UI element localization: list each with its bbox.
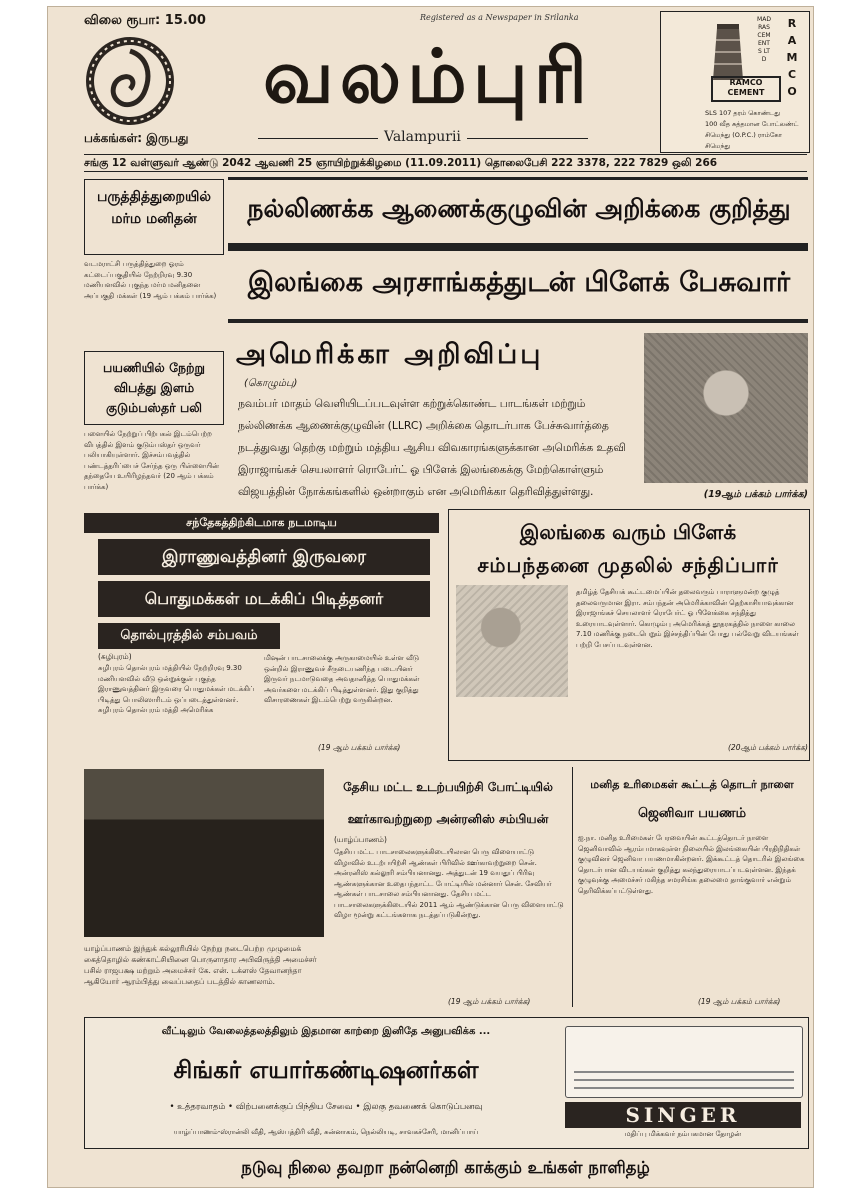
exhibition-caption: யாழ்ப்பாணம் இந்துக் கல்லூரியில் நேற்று நடைபெற்ற முழுமைக் கைத்தொழில் கண்காட்சியினை பொருளாதார அபிவிருத்தி அமைச்சர் பசில் ராஜபக்ஷ மற்றும் அமைச்சர் கே. என். டக்ளஸ் தேவானந்தா ஆகியோர் ஆரம்பித்து வைப்பதைப் படத்தில் காணலாம். (84, 944, 317, 986)
column-divider (572, 767, 573, 1007)
army-subhead: தொல்புரத்தில் சம்பவம் (98, 623, 280, 649)
lead-headline-1: நல்லிணக்க ஆணைக்குழுவின் அறிக்கை குறித்து (247, 194, 791, 223)
lead-photo (644, 333, 808, 483)
singer-tagline: வீட்டிலும் வேலைத்தலத்திலும் இதமான காற்றை இனிதே அனுபவிக்க ... (161, 1026, 491, 1037)
newspaper-page (47, 6, 814, 1188)
army-body-1: சுழிபுரம் தொல்புரம் மத்தியில் நேற்றிரவு 9.30 மணியளவில் வீடு ஒன்றுக்குள் புகுந்த இராணுவத்தினர் இருவரை பொதுமக்கள் மடக்கிப் பிடித்து பொலிஸாரிடம் ஒப்படைத்துள்ளனர். சுழிபுரம் தொல்புரம் மத்தி அமெரிக்க (98, 664, 255, 714)
registration-note: Registered as a Newspaper in Srilanka (420, 13, 579, 22)
lead-dateline: (கொழும்பு) (244, 378, 298, 389)
temple-tower-icon (703, 20, 753, 82)
sports-continued: (19 ஆம் பக்கம் பார்க்க) (448, 997, 531, 1006)
story-accident-title-box (84, 351, 224, 425)
ad-product: RAMCO CEMENT (711, 76, 781, 102)
sports-dateline: (யாழ்ப்பாணம்) (334, 835, 387, 844)
ad-line-1: SLS 107 தரம் கொண்டது (705, 109, 780, 117)
rights-headline-1: மனித உரிமைகள் கூட்டத் தொடர் நாளை (590, 778, 794, 791)
singer-brand-tag: மதிப்பு மிக்கவர் நம்பகமான தோழன் (624, 1130, 742, 1138)
sports-body: தேசிய மட்ட பாடசாலைகளுக்கிடையிலான பெரு விளையாட்டு விழாவில் உடற்பயிற்சி ஆண்கள் பிரிவில் ஊர்காவற்றுறை சென். அன்ரனிஸ் கல்லூரி சம்பியனானது. அத்துடன் 19 வயதுப் பிரிவு ஆண்களுக்கான உதைபந்தாட்ட போட்டியில் மன்னார் சென். சேவியர் ஆண்கள் பாடசாலை சம்பியனானது. தேசிய மட்ட பாடசாலைகளுக்கிடையில் 2011 ஆம் ஆண்டுக்கான பெரு விளையாட்டு விழா மூன்று கட்டங்களாக நடத்தப்படுகின்றது. (334, 848, 564, 919)
footer-slogan: நடுவு நிலை தவறா நன்னெறி காக்கும் உங்கள் நாளிதழ் (241, 1158, 650, 1177)
ad-line-2: 100 வீத சுத்தமான போட்லண்ட் (705, 120, 799, 128)
robert-blake-photo (644, 333, 808, 483)
air-conditioner-icon (565, 1026, 803, 1098)
singer-ad (84, 1017, 809, 1149)
blake-continued: (20ஆம் பக்கம் பார்க்க) (728, 743, 808, 752)
rights-headline-2: ஜெனிவா பயணம் (637, 806, 747, 821)
ramco-vertical-brand (782, 15, 802, 100)
blake-headline-1: இலங்கை வரும் பிளேக் (519, 520, 737, 544)
story-mystery-man-body: வடமராட்சி பருத்தித்துறை ஓரம் கட்டைப்பகுதியில் நேற்றிரவு 9.30 மணியளவில் புகுந்த மர்ம மனிதனை அப்பகுதி மக்கள் (19 ஆம் பக்கம் பார்க்க) (84, 260, 217, 300)
lead-continued: (19ஆம் பக்கம் பார்க்க) (703, 489, 808, 500)
army-continued: (19 ஆம் பக்கம் பார்க்க) (318, 743, 401, 752)
lead-top-rule (228, 177, 808, 180)
lead-mid-rule (228, 243, 808, 251)
singer-brand: SINGER (565, 1102, 801, 1128)
ramco-letter: O (787, 85, 797, 98)
ad-line-3: சிமெந்து (O.P.C.) ராம்கோ சிமெந்து (705, 131, 783, 150)
lead-body: நவம்பர் மாதம் வெளியிடப்படவுள்ள கற்றுக்கொண்ட பாடங்கள் மற்றும் நல்லிணக்க ஆணைக்குழுவின் (LLRC) அறிக்கை தொடர்பாக பேச்சுவார்த்தை நடத்துவது தெற்கு மற்றும் மத்திய ஆசிய விவகாரங்களுக்கான அமெரிக்க உதவி இராஜாங்கச் செயலாளர் ரொபேர்ட் ஓ பிளேக் இலங்கைக்கு மேற்கொள்ளும் விஜயத்தின் நோக்கங்களில் ஒன்றாகும் என அமெரிக்கா தெரிவித்துள்ளது. (238, 397, 626, 498)
lead-headline-2: இலங்கை அரசாங்கத்துடன் பிளேக் பேசுவார் (247, 267, 791, 298)
story-mystery-man-title-box (84, 179, 224, 255)
sports-headline-2: ஊர்காவற்றுறை அன்ரனிஸ் சம்பியன் (347, 812, 549, 826)
rights-body: ஐ.நா. மனித உரிமைகள் பேரவையின் கூட்டத்தொடர் நாளை ஜெனிவாவில் ஆரம்பமாகவுள்ள நிலையில் இலங்கையின் பிரதிநிதிகள் குழுவினர் ஜெனிவா பயணமாகின்றனர். இக்கூட்டத் தொடரில் இலங்கை தொடர்பான விடயங்கள் குறித்து கலந்துரையாடப்படவுள்ளன. இந்தக் குழுவுக்கு அமைச்சர் மகிந்த சமரசிங்க தலைமை தாங்குவார் என்றும் தெரிவிக்கப்பட்டுள்ளது. (578, 834, 805, 895)
lead-bottom-rule (228, 319, 808, 323)
rights-continued: (19 ஆம் பக்கம் பார்க்க) (698, 997, 781, 1006)
exhibition-photo (84, 769, 324, 937)
sampanthan-photo (456, 585, 568, 697)
ramco-letter: C (787, 68, 797, 81)
singer-features: • உத்தரவாதம் • விற்பனைக்குப் பிந்திய சேவை • இலகு தவணைக் கொடுப்பனவு (169, 1102, 483, 1112)
dateline-bar: சங்கு 12 வள்ளுவர் ஆண்டு 2042 ஆவணி 25 ஞாயிற்றுக்கிழமை (11.09.2011) தொலைபேசி 222 3378, 222 7829 ஒலி 266 (84, 154, 807, 172)
conch-emblem-icon (84, 35, 176, 127)
army-body-2: மிஷன் பாடசாலைக்கு அருகாமையில் உள்ள வீடு ஒன்றில் இராணுவச் சீருடையணிந்த படையினர் இருவர் நடமாடுவதை அவதானித்த பொதுமக்கள் அவர்களை மடக்கிப் பிடித்துள்ளனர். இது குறித்து விசாரணைகள் இடம்பெற்று வருகின்றன. (264, 654, 420, 704)
army-headline-1: இராணுவத்தினர் இருவரை (98, 539, 430, 575)
story-mystery-man-title: பருத்தித்துறையில் மர்ம மனிதன் (96, 189, 211, 227)
story-accident-body: பளையில் நேற்றுப் பிற்பகல் இடம்பெற்ற விபத்தில் இளம் குடும்பஸ்தர் ஒருவர் பலியாகியுள்ளார். இச்சம்பவத்தில் பண்டத்தரிப்பைச் சேர்ந்த ஒரு பிள்ளையின் தந்தையே உயிரிழந்தவர் (20 ஆம் பக்கம் பார்க்க) (84, 430, 219, 491)
sports-headline-1: தேசிய மட்ட உடற்பயிற்சி போட்டியில் (343, 780, 553, 794)
masthead-title: வலம்புரி (262, 34, 594, 120)
page-count: பக்கங்கள்: இருபது (84, 131, 189, 145)
masthead-latin: Valampurii (378, 129, 467, 145)
lead-kicker: அமெரிக்கா அறிவிப்பு (236, 339, 544, 370)
army-dateline: (சுழிபுரம்) (98, 652, 132, 661)
price-label: விலை ரூபா: 15.00 (84, 13, 206, 28)
singer-title: சிங்கர் எயார்கண்டிஷனர்கள் (173, 1056, 479, 1084)
army-kicker: சந்தேகத்திற்கிடமாக நடமாடிய (84, 513, 439, 533)
ramco-letter: M (786, 51, 798, 64)
blake-headline-2: சம்பந்தனை முதலில் சந்திப்பார் (477, 553, 779, 577)
story-accident-title: பயணியில் நேற்று விபத்து இளம் குடும்பஸ்தர் பலி (102, 360, 206, 415)
ramco-letter: A (787, 34, 797, 47)
ad-company: MADRAS CEMENTS LTD (757, 16, 771, 63)
ramco-letter: R (787, 17, 797, 30)
singer-addresses: யாழ்ப்பாணம்-ஸ்ரான்லி வீதி, ஆஸ்பத்திரி வீதி, சுன்னாகம், நெல்லியடி, சாவகச்சேரி, மானிப்பாய் (173, 1128, 479, 1136)
army-headline-2: பொதுமக்கள் மடக்கிப் பிடித்தனர் (98, 581, 430, 617)
blake-body: தமிழ்த் தேசியக் கூட்டமைப்பின் தலைவரும் பாராளுமன்ற குழுத் தலைவருமான இரா. சம்பந்தன் அமெரிக்காவின் தெற்காசியாவுக்கான இராஜாங்கச் செயலாளர் ரொபேர்ட் ஓ பிளேக்கை சந்தித்து உரையாடவுள்ளார். கொழும்பு அமெரிக்கத் தூதரகத்தில் நாளை காலை 7.10 மணிக்கு நடைபெறும் இச்சந்திப்பின் போது பல்வேறு விடயங்கள் பற்றி பேசப்படவுள்ளன. (576, 588, 799, 649)
